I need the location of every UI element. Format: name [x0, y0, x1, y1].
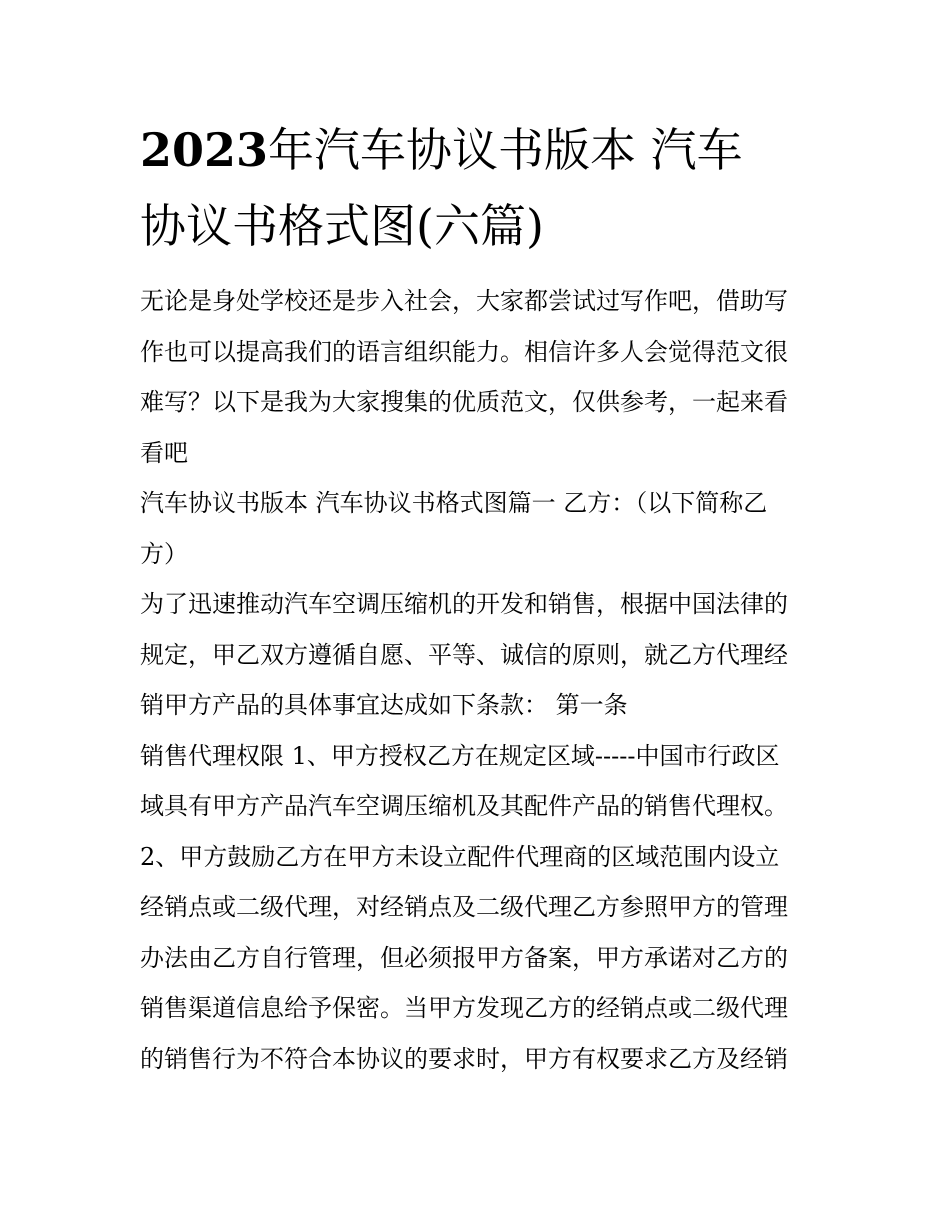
body-line: 域具有甲方产品汽车空调压缩机及其配件产品的销售代理权。 — [140, 792, 788, 820]
document-body — [140, 276, 820, 1084]
title-line-2: 协议书格式图(六篇) — [140, 199, 544, 253]
body-line: 无论是身处学校还是步入社会，大家都尝试过写作吧，借助写 — [140, 287, 788, 315]
body-line: 销甲方产品的具体事宜达成如下条款： 第一条 — [140, 691, 628, 719]
body-line: 2、甲方鼓励乙方在甲方未设立配件代理商的区域范围内设立 — [140, 842, 780, 871]
title-line-1-text: 年汽车协议书版本 汽车 — [268, 123, 743, 177]
title-line-1 — [140, 112, 820, 188]
body-line: 汽车协议书版本 汽车协议书格式图篇一 乙方：（以下简称乙 — [140, 489, 768, 517]
body-line: 经销点或二级代理，对经销点及二级代理乙方参照甲方的管理 — [140, 893, 788, 921]
body-line: 销售渠道信息给予保密。当甲方发现乙方的经销点或二级代理 — [140, 994, 788, 1022]
title-year: 2023 — [140, 123, 269, 177]
body-line: 办法由乙方自行管理，但必须报甲方备案，甲方承诺对乙方的 — [140, 943, 788, 972]
body-line: 的销售行为不符合本协议的要求时，甲方有权要求乙方及经销 — [140, 1044, 788, 1073]
body-line: 规定，甲乙双方遵循自愿、平等、诚信的原则，就乙方代理经 — [140, 640, 788, 669]
body-line: 难写？以下是我为大家搜集的优质范文，仅供参考，一起来看 — [140, 388, 788, 416]
body-line: 为了迅速推动汽车空调压缩机的开发和销售，根据中国法律的 — [140, 590, 788, 618]
body-line: 销售代理权限 1、甲方授权乙方在规定区域-----中国市行政区 — [140, 741, 780, 770]
body-line: 看吧 — [140, 438, 188, 467]
body-line: 作也可以提高我们的语言组织能力。相信许多人会觉得范文很 — [140, 337, 788, 366]
document-title — [140, 112, 820, 264]
body-line: 方） — [140, 539, 188, 568]
